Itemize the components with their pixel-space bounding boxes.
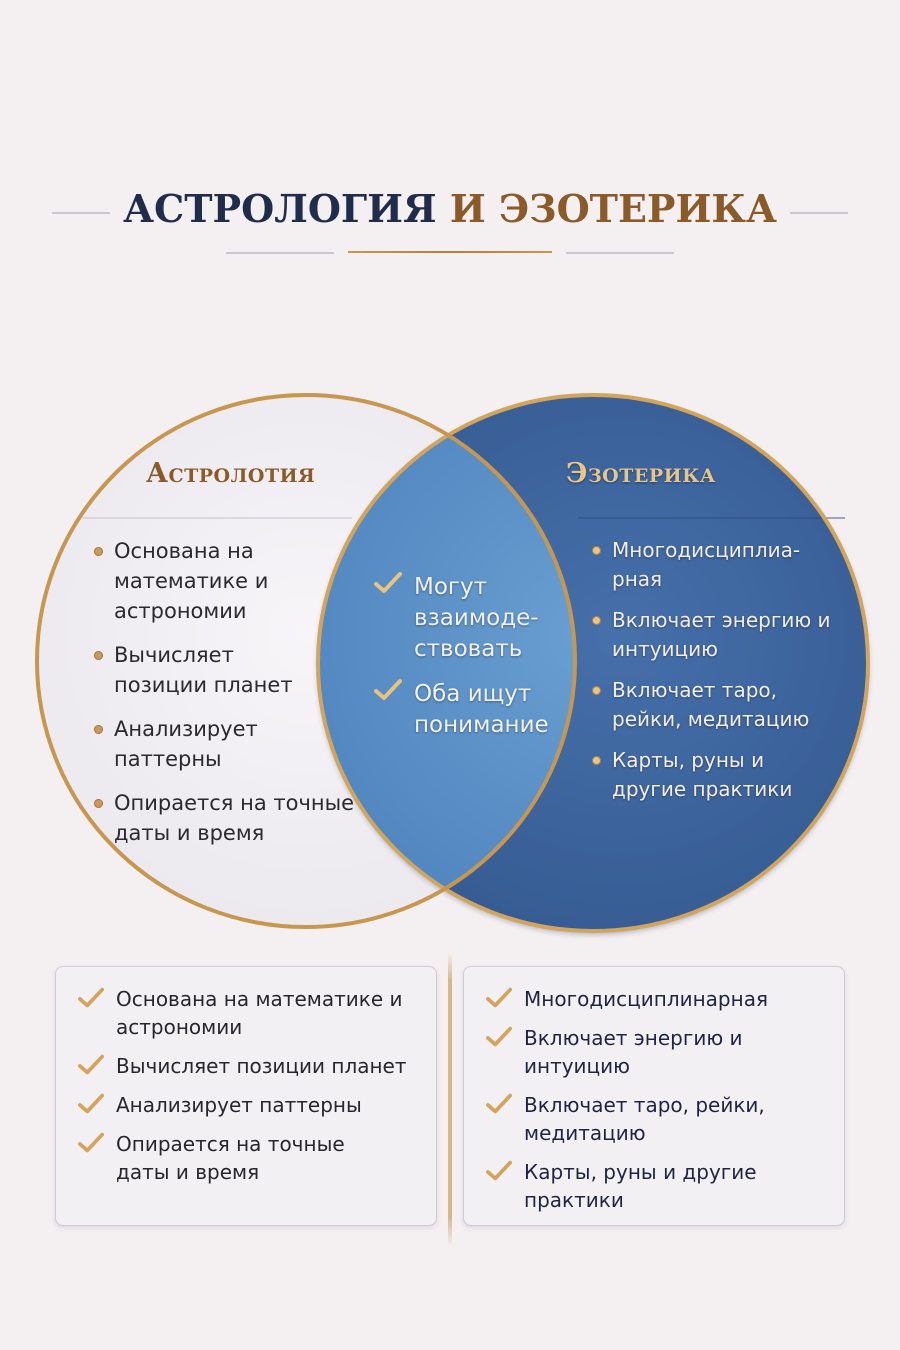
esoterics-heading: Эзотерика xyxy=(566,458,716,489)
dot-bullet-icon xyxy=(94,651,103,660)
checkmark-icon xyxy=(78,1054,104,1076)
list-item: Включает энергию и интуицию xyxy=(588,606,852,664)
list-item: Многодисциплиа-рная xyxy=(588,536,827,594)
dot-bullet-icon xyxy=(592,756,601,765)
list-item: Анализирует паттерны xyxy=(78,1091,426,1119)
astrology-list xyxy=(90,536,355,862)
dot-bullet-icon xyxy=(592,616,601,625)
list-item: Анализирует паттерны xyxy=(90,714,314,774)
dot-bullet-icon xyxy=(94,725,103,734)
title-part-esoterics: И ЭЗОТЕРИКА xyxy=(449,186,777,231)
list-item: Включает энергию и интуицию xyxy=(486,1024,774,1080)
dot-bullet-icon xyxy=(94,547,103,556)
list-item: Основана на математике и астрономии xyxy=(90,536,314,626)
astrology-summary-list xyxy=(78,985,426,1197)
dot-bullet-icon xyxy=(592,546,601,555)
astrology-summary-card xyxy=(55,966,437,1226)
esoterics-summary-card xyxy=(463,966,845,1226)
list-item: Могут взаимоде-ствовать xyxy=(374,572,559,665)
checkmark-icon xyxy=(374,572,402,594)
esoterics-summary-list xyxy=(486,985,834,1225)
list-item: Опирается на точные даты и время xyxy=(90,788,364,848)
checkmark-icon xyxy=(374,679,402,701)
checkmark-icon xyxy=(78,987,104,1009)
list-item: Карты, руны и другие практики xyxy=(486,1158,814,1214)
shared-list xyxy=(374,572,559,755)
checkmark-icon xyxy=(486,1093,512,1115)
title-part-astrology: АСТРОЛОГИЯ xyxy=(123,186,437,231)
checkmark-icon xyxy=(78,1132,104,1154)
dot-bullet-icon xyxy=(592,686,601,695)
esoterics-list xyxy=(588,536,831,816)
vertical-divider xyxy=(448,952,452,1246)
list-item: Включает таро, рейки, медитацию xyxy=(588,676,852,734)
checkmark-icon xyxy=(486,1160,512,1182)
list-item: Включает таро, рейки, медитацию xyxy=(486,1091,824,1147)
astrology-heading: Астролотия xyxy=(146,458,316,489)
dot-bullet-icon xyxy=(94,799,103,808)
list-item: Многодисциплинарная xyxy=(486,985,834,1013)
checkmark-icon xyxy=(486,1026,512,1048)
list-item: Вычисляет позиции планет xyxy=(78,1052,426,1080)
list-item: Оба ищут понимание xyxy=(374,679,559,741)
list-item: Основана на математике и астрономии xyxy=(78,985,426,1041)
checkmark-icon xyxy=(78,1093,104,1115)
checkmark-icon xyxy=(486,987,512,1009)
list-item: Опирается на точные даты и время xyxy=(78,1130,386,1186)
list-item: Карты, руны и другие практики xyxy=(588,746,842,804)
list-item: Вычисляет позиции планет xyxy=(90,640,324,700)
